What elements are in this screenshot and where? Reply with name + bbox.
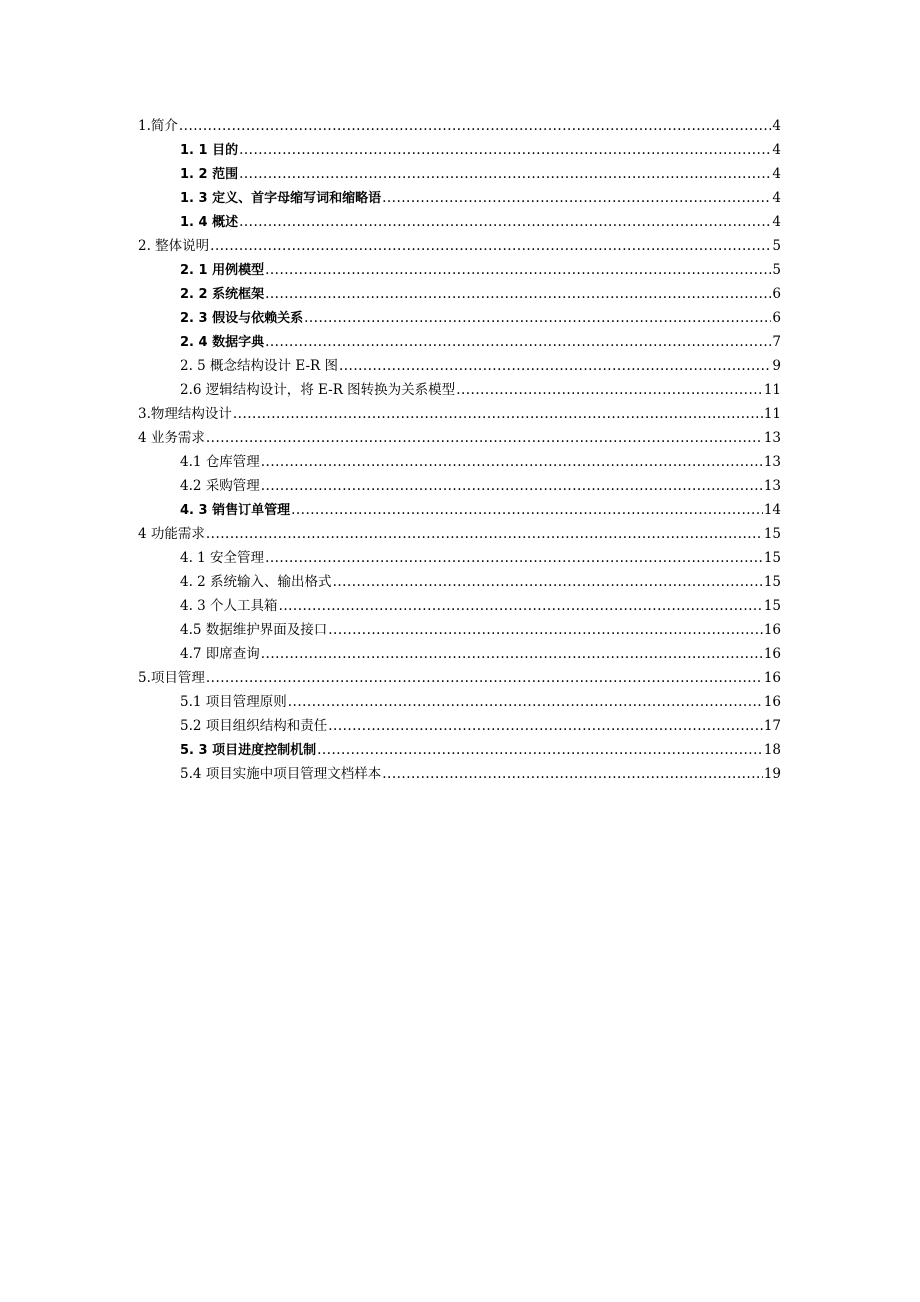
toc-entry-label: 2. 5 概念结构设计 E-R 图: [180, 358, 338, 374]
toc-dot-leader: [261, 450, 763, 474]
toc-dot-leader: [265, 330, 771, 354]
toc-entry-2-2: [138, 282, 781, 306]
toc-page-number: 14: [763, 502, 781, 518]
toc-dot-leader: [239, 210, 771, 234]
toc-page-number: 4: [772, 142, 781, 158]
toc-dot-leader: [382, 186, 771, 210]
toc-entry-4b-5: [138, 618, 781, 642]
toc-entry-2-3: [138, 306, 781, 330]
toc-dot-leader: [279, 594, 763, 618]
toc-entry-label: 3.物理结构设计: [138, 406, 232, 422]
toc-entry-4-1: [138, 450, 781, 474]
toc-entry-4-3: [138, 498, 781, 522]
toc-dot-leader: [233, 402, 763, 426]
toc-page-number: 11: [763, 382, 781, 398]
toc-dot-leader: [206, 666, 763, 690]
toc-entry-label: 4 功能需求: [138, 526, 205, 542]
toc-dot-leader: [265, 546, 763, 570]
toc-entry-label: 2. 整体说明: [138, 238, 210, 254]
toc-entry-5-4: [138, 762, 781, 786]
toc-entry-label: 2.6 逻辑结构设计，将 E-R 图转换为关系模型: [180, 382, 456, 398]
toc-dot-leader: [206, 426, 763, 450]
toc-entry-label: 5.1 项目管理原则: [180, 694, 287, 710]
toc-entry-label: 4 业务需求: [138, 430, 205, 446]
toc-dot-leader: [261, 474, 763, 498]
toc-entry-label: 4. 3 销售订单管理: [180, 503, 291, 518]
toc-page-number: 15: [763, 574, 781, 590]
toc-entry-label: 4. 2 系统输入、输出格式: [180, 574, 332, 590]
toc-dot-leader: [304, 306, 771, 330]
toc-entry-label: 4.1 仓库管理: [180, 454, 260, 470]
toc-page-number: 15: [763, 550, 781, 566]
toc-dot-leader: [206, 522, 763, 546]
toc-entry-4b: [138, 522, 781, 546]
toc-entry-1-2: [138, 162, 781, 186]
toc-page-number: 11: [763, 406, 781, 422]
toc-dot-leader: [317, 738, 763, 762]
toc-entry-3: [138, 402, 781, 426]
toc-entry-2-5: [138, 354, 781, 378]
toc-entry-4b-7: [138, 642, 781, 666]
toc-entry-label: 1. 2 范围: [180, 167, 239, 182]
toc-entry-label: 4.5 数据维护界面及接口: [180, 622, 328, 638]
toc-entry-label: 1. 1 目的: [180, 143, 239, 158]
toc-entry-label: 5.4 项目实施中项目管理文档样本: [180, 766, 382, 782]
toc-page-number: 13: [763, 430, 781, 446]
toc-entry-5-1: [138, 690, 781, 714]
toc-entry-label: 1. 3 定义、首字母缩写词和缩略语: [180, 191, 382, 206]
toc-entry-1: [138, 114, 781, 138]
toc-page-number: 16: [763, 670, 781, 686]
toc-entry-label: 4. 3 个人工具箱: [180, 598, 278, 614]
toc-page-number: 6: [772, 286, 781, 302]
toc-entry-2: [138, 234, 781, 258]
toc-entry-4b-1: [138, 546, 781, 570]
toc-entry-5: [138, 666, 781, 690]
toc-page-number: 15: [763, 598, 781, 614]
toc-entry-2-6: [138, 378, 781, 402]
toc-page-number: 5: [772, 238, 781, 254]
toc-dot-leader: [179, 114, 772, 138]
toc-page-number: 17: [763, 718, 781, 734]
toc-dot-leader: [265, 282, 771, 306]
toc-page-number: 6: [772, 310, 781, 326]
toc-entry-label: 2. 2 系统框架: [180, 287, 265, 302]
toc-page-number: 13: [763, 454, 781, 470]
table-of-contents: [138, 114, 781, 786]
toc-entry-2-1: [138, 258, 781, 282]
toc-page-number: 16: [763, 622, 781, 638]
toc-entry-4-2: [138, 474, 781, 498]
toc-page-number: 19: [763, 766, 781, 782]
toc-dot-leader: [265, 258, 771, 282]
toc-entry-4b-3: [138, 594, 781, 618]
toc-dot-leader: [328, 618, 763, 642]
toc-entry-label: 5.2 项目组织结构和责任: [180, 718, 328, 734]
toc-page-number: 15: [763, 526, 781, 542]
toc-dot-leader: [328, 714, 763, 738]
toc-dot-leader: [239, 162, 771, 186]
toc-page-number: 4: [772, 214, 781, 230]
toc-entry-label: 2. 3 假设与依赖关系: [180, 311, 304, 326]
toc-entry-label: 5.项目管理: [138, 670, 205, 686]
toc-page-number: 5: [772, 262, 781, 278]
toc-dot-leader: [261, 642, 763, 666]
toc-entry-label: 2. 1 用例模型: [180, 263, 265, 278]
toc-page-number: 18: [763, 742, 781, 758]
toc-page-number: 4: [772, 166, 781, 182]
toc-entry-1-1: [138, 138, 781, 162]
toc-dot-leader: [382, 762, 763, 786]
toc-dot-leader: [210, 234, 771, 258]
toc-page-number: 16: [763, 646, 781, 662]
toc-page-number: 4: [772, 118, 781, 134]
toc-dot-leader: [456, 378, 763, 402]
toc-page-number: 7: [772, 334, 781, 350]
toc-entry-label: 4. 1 安全管理: [180, 550, 265, 566]
toc-entry-4: [138, 426, 781, 450]
toc-page-number: 9: [772, 358, 781, 374]
toc-entry-5-3: [138, 738, 781, 762]
toc-entry-label: 5. 3 项目进度控制机制: [180, 743, 317, 758]
toc-entry-4b-2: [138, 570, 781, 594]
toc-page-number: 13: [763, 478, 781, 494]
toc-dot-leader: [239, 138, 771, 162]
toc-entry-5-2: [138, 714, 781, 738]
toc-entry-label: 4.2 采购管理: [180, 478, 260, 494]
toc-entry-1-3: [138, 186, 781, 210]
toc-dot-leader: [291, 498, 763, 522]
toc-entry-label: 1.简介: [138, 118, 178, 134]
toc-page-number: 16: [763, 694, 781, 710]
toc-dot-leader: [288, 690, 763, 714]
toc-entry-label: 4.7 即席查询: [180, 646, 260, 662]
toc-entry-label: 1. 4 概述: [180, 215, 239, 230]
toc-dot-leader: [333, 570, 763, 594]
toc-entry-label: 2. 4 数据字典: [180, 335, 265, 350]
toc-entry-1-4: [138, 210, 781, 234]
toc-dot-leader: [339, 354, 771, 378]
toc-entry-2-4: [138, 330, 781, 354]
toc-page-number: 4: [772, 190, 781, 206]
